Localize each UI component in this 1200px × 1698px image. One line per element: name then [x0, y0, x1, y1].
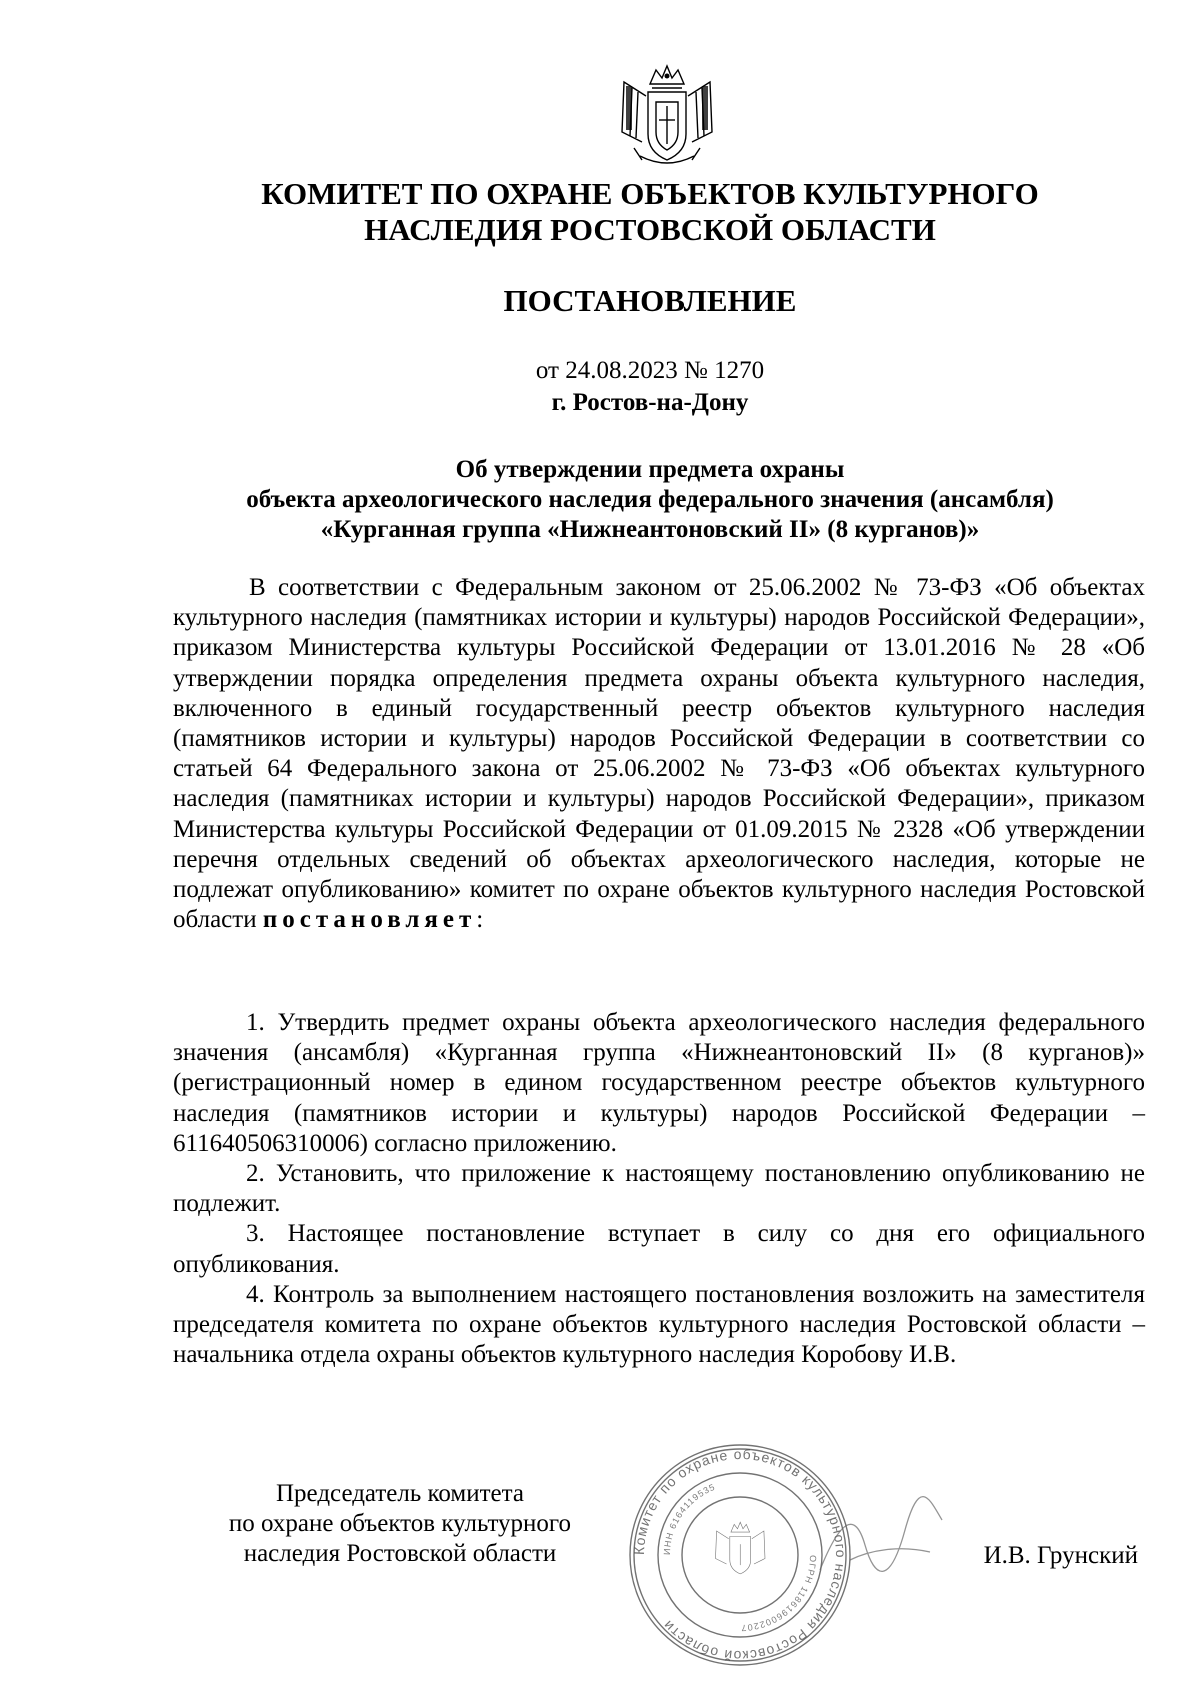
resolution-item-3: 3. Настоящее постановление вступает в силу со дня его официального опубликования. [173, 1220, 1145, 1278]
document-date-number: от 24.08.2023 № 1270 [535, 357, 765, 384]
subject-line-3: «Курганная группа «Нижнеантоновский II» (8 курганов)» [320, 516, 980, 543]
stamp-outer-text: Комитет по охране объектов культурного наследия Ростовской области [630, 1445, 850, 1665]
signatory-position-line-3: наследия Ростовской области [243, 1540, 557, 1567]
signatory-name: И.В. Грунский [983, 1542, 1138, 1569]
signatory-position-line-1: Председатель комитета [276, 1480, 524, 1507]
resolution-items [173, 1008, 1145, 1370]
subject-line-1: Об утверждении предмета охраны [455, 456, 845, 483]
resolution-item-2: 2. Установить, что приложение к настоящему постановлению опубликованию не подлежит. [173, 1160, 1145, 1218]
preamble-paragraph [173, 573, 1145, 935]
subject-line-2: объекта археологического наследия федерального значения (ансамбля) [246, 486, 1054, 513]
document-type: ПОСТАНОВЛЕНИЕ [503, 283, 797, 318]
document-subject [150, 455, 1150, 545]
coat-of-arms-icon [612, 62, 722, 174]
signatory-position-line-2: по охране объектов культурного [228, 1510, 572, 1537]
preamble-text: В соответствии с Федеральным законом от 25.06.2002 № 73-ФЗ «Об объектах культурного наследия (памятниках истории и культуры) народов Российской Федерации», приказом Министерства культуры Российской Федерации от 13.01.2016 № 28 «Об утверждении порядка определения предмета охраны объекта культурного наследия, включенного в единый государственный реестр объектов культурного наследия (памятников истории и культуры) народов Российской Федерации в соответствии со статьей 64 Федерального закона от 25.06.2002 № 73-ФЗ «Об объектах культурного наследия (памятниках истории и культуры) народов Российской Федерации», приказом Министерства культуры Российской Федерации от 01.09.2015 № 2328 «Об утверждении перечня отдельных сведений об объектах археологического наследия, которые не подлежат опубликованию» комитет по охране объектов культурного наследия Ростовской области [173, 574, 1145, 934]
decree-suffix: : [476, 906, 484, 934]
resolution-item-1: 1. Утвердить предмет охраны объекта археологического наследия федерального значения (ансамбля) «Курганная группа «Нижнеантоновский II» (8 курганов)» (регистрационный номер в едином государственном реестре объектов культурного наследия (памятников истории и культуры) народов Российской Федерации – 611640506310006) согласно приложению. [173, 1009, 1145, 1157]
resolution-item-4: 4. Контроль за выполнением настоящего постановления возложить на заместителя председателя комитета по охране объектов культурного наследия Ростовской области – начальника отдела охраны объектов культурного наследия Коробову И.В. [173, 1280, 1145, 1369]
stamp-inn-text: ИНН 6164119535 [661, 1481, 717, 1556]
handwritten-signature [810, 1490, 950, 1600]
stamp-ogrn-text: ОГРН 1186196002207 [740, 1554, 819, 1634]
organization-title-line-2: НАСЛЕДИЯ РОСТОВСКОЙ ОБЛАСТИ [364, 212, 936, 247]
organization-title-line-1: КОМИТЕТ ПО ОХРАНЕ ОБЪЕКТОВ КУЛЬТУРНОГО [261, 176, 1039, 211]
decree-word: постановляет [262, 906, 477, 934]
organization-title [180, 176, 1120, 248]
signatory-position [190, 1479, 610, 1569]
document-city: г. Ростов-на-Дону [551, 389, 749, 416]
